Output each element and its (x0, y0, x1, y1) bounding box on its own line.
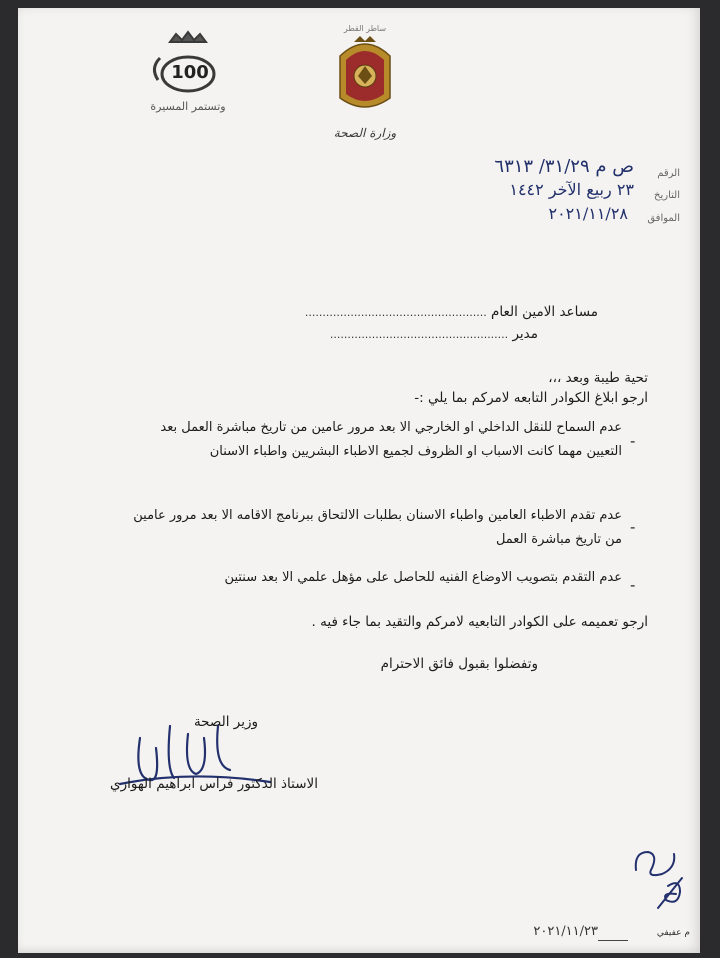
reference-corresponding-label: الموافق (647, 213, 680, 224)
list-item-2-line-1: عدم تقدم الاطباء العامين واطباء الاسنان بطلبات الالتحاق ببرنامج الاقامه الا بعد مرور عامين (133, 508, 622, 523)
reference-corresponding-value: ٢٠٢١/١١/٢٨ (548, 204, 628, 223)
reference-number-label: الرقم (657, 168, 680, 179)
jordan-coat-of-arms-icon (332, 36, 398, 114)
footer-date: ٢٠٢١/١١/٢٣ (533, 924, 598, 939)
recipient-title-1: مساعد الامين العام (491, 304, 598, 320)
signatory-name: الاستاذ الدكتور فراس ابراهيم الهواري (110, 776, 318, 792)
centennial-number: 100 (171, 62, 209, 83)
list-item-1-line-1: عدم السماح للنقل الداخلي او الخارجي الا بعد مرور عامين من تاريخ مباشرة العمل بعد (160, 420, 622, 435)
centennial-slogan: وتستمر المسيرة (150, 100, 226, 113)
reference-number-value: ص م ٣١/٢٩/ ٦٣١٣ (494, 156, 634, 177)
reference-date-value: ٢٣ ربيع الآخر ١٤٤٢ (509, 180, 634, 199)
ministry-emblem (310, 22, 420, 152)
recipient-dots-1: .................................................... (304, 306, 487, 319)
list-item-1-line-2: التعيين مهما كانت الاسباب او الظروف لجميع الاطباء البشريين واطباء الاسنان (209, 444, 622, 459)
bullet-2: - (630, 518, 636, 536)
bullet-1: - (630, 432, 636, 450)
handwritten-initials-icon (628, 834, 692, 914)
list-item-2-line-2: من تاريخ مباشرة العمل (495, 532, 622, 547)
signatory-title: وزير الصحة (193, 714, 258, 730)
recipient-title-2: مدير (512, 326, 538, 342)
bullet-3: - (630, 576, 636, 594)
footer-line (598, 940, 628, 941)
centennial-logo (140, 30, 232, 126)
closing-line: وتفضلوا بقبول فائق الاحترام (380, 656, 538, 672)
emblem-caption: ساطر القطر (343, 24, 387, 33)
recipient-line-1 (158, 304, 598, 320)
list-item-3-line-1: عدم التقدم بتصويب الاوضاع الفنيه للحاصل على مؤهل علمي الا بعد سنتين (224, 570, 622, 585)
letter-page (18, 8, 700, 953)
reference-date-label: التاريخ (654, 190, 680, 201)
minister-signature-icon (110, 708, 280, 808)
recipient-dots-2: ................................................... (329, 328, 509, 341)
footer-initials: م عفيفي (656, 928, 690, 938)
intro-line: ارجو ابلاغ الكوادر التابعه لامركم بما يلي :- (414, 390, 648, 406)
greeting: تحية طيبة وبعد ،،، (548, 370, 648, 386)
request-line: ارجو تعميمه على الكوادر التابعيه لامركم والتقيد بما جاء فيه . (311, 614, 648, 630)
ministry-name: وزارة الصحة (333, 126, 397, 140)
recipient-line-2 (208, 326, 538, 342)
